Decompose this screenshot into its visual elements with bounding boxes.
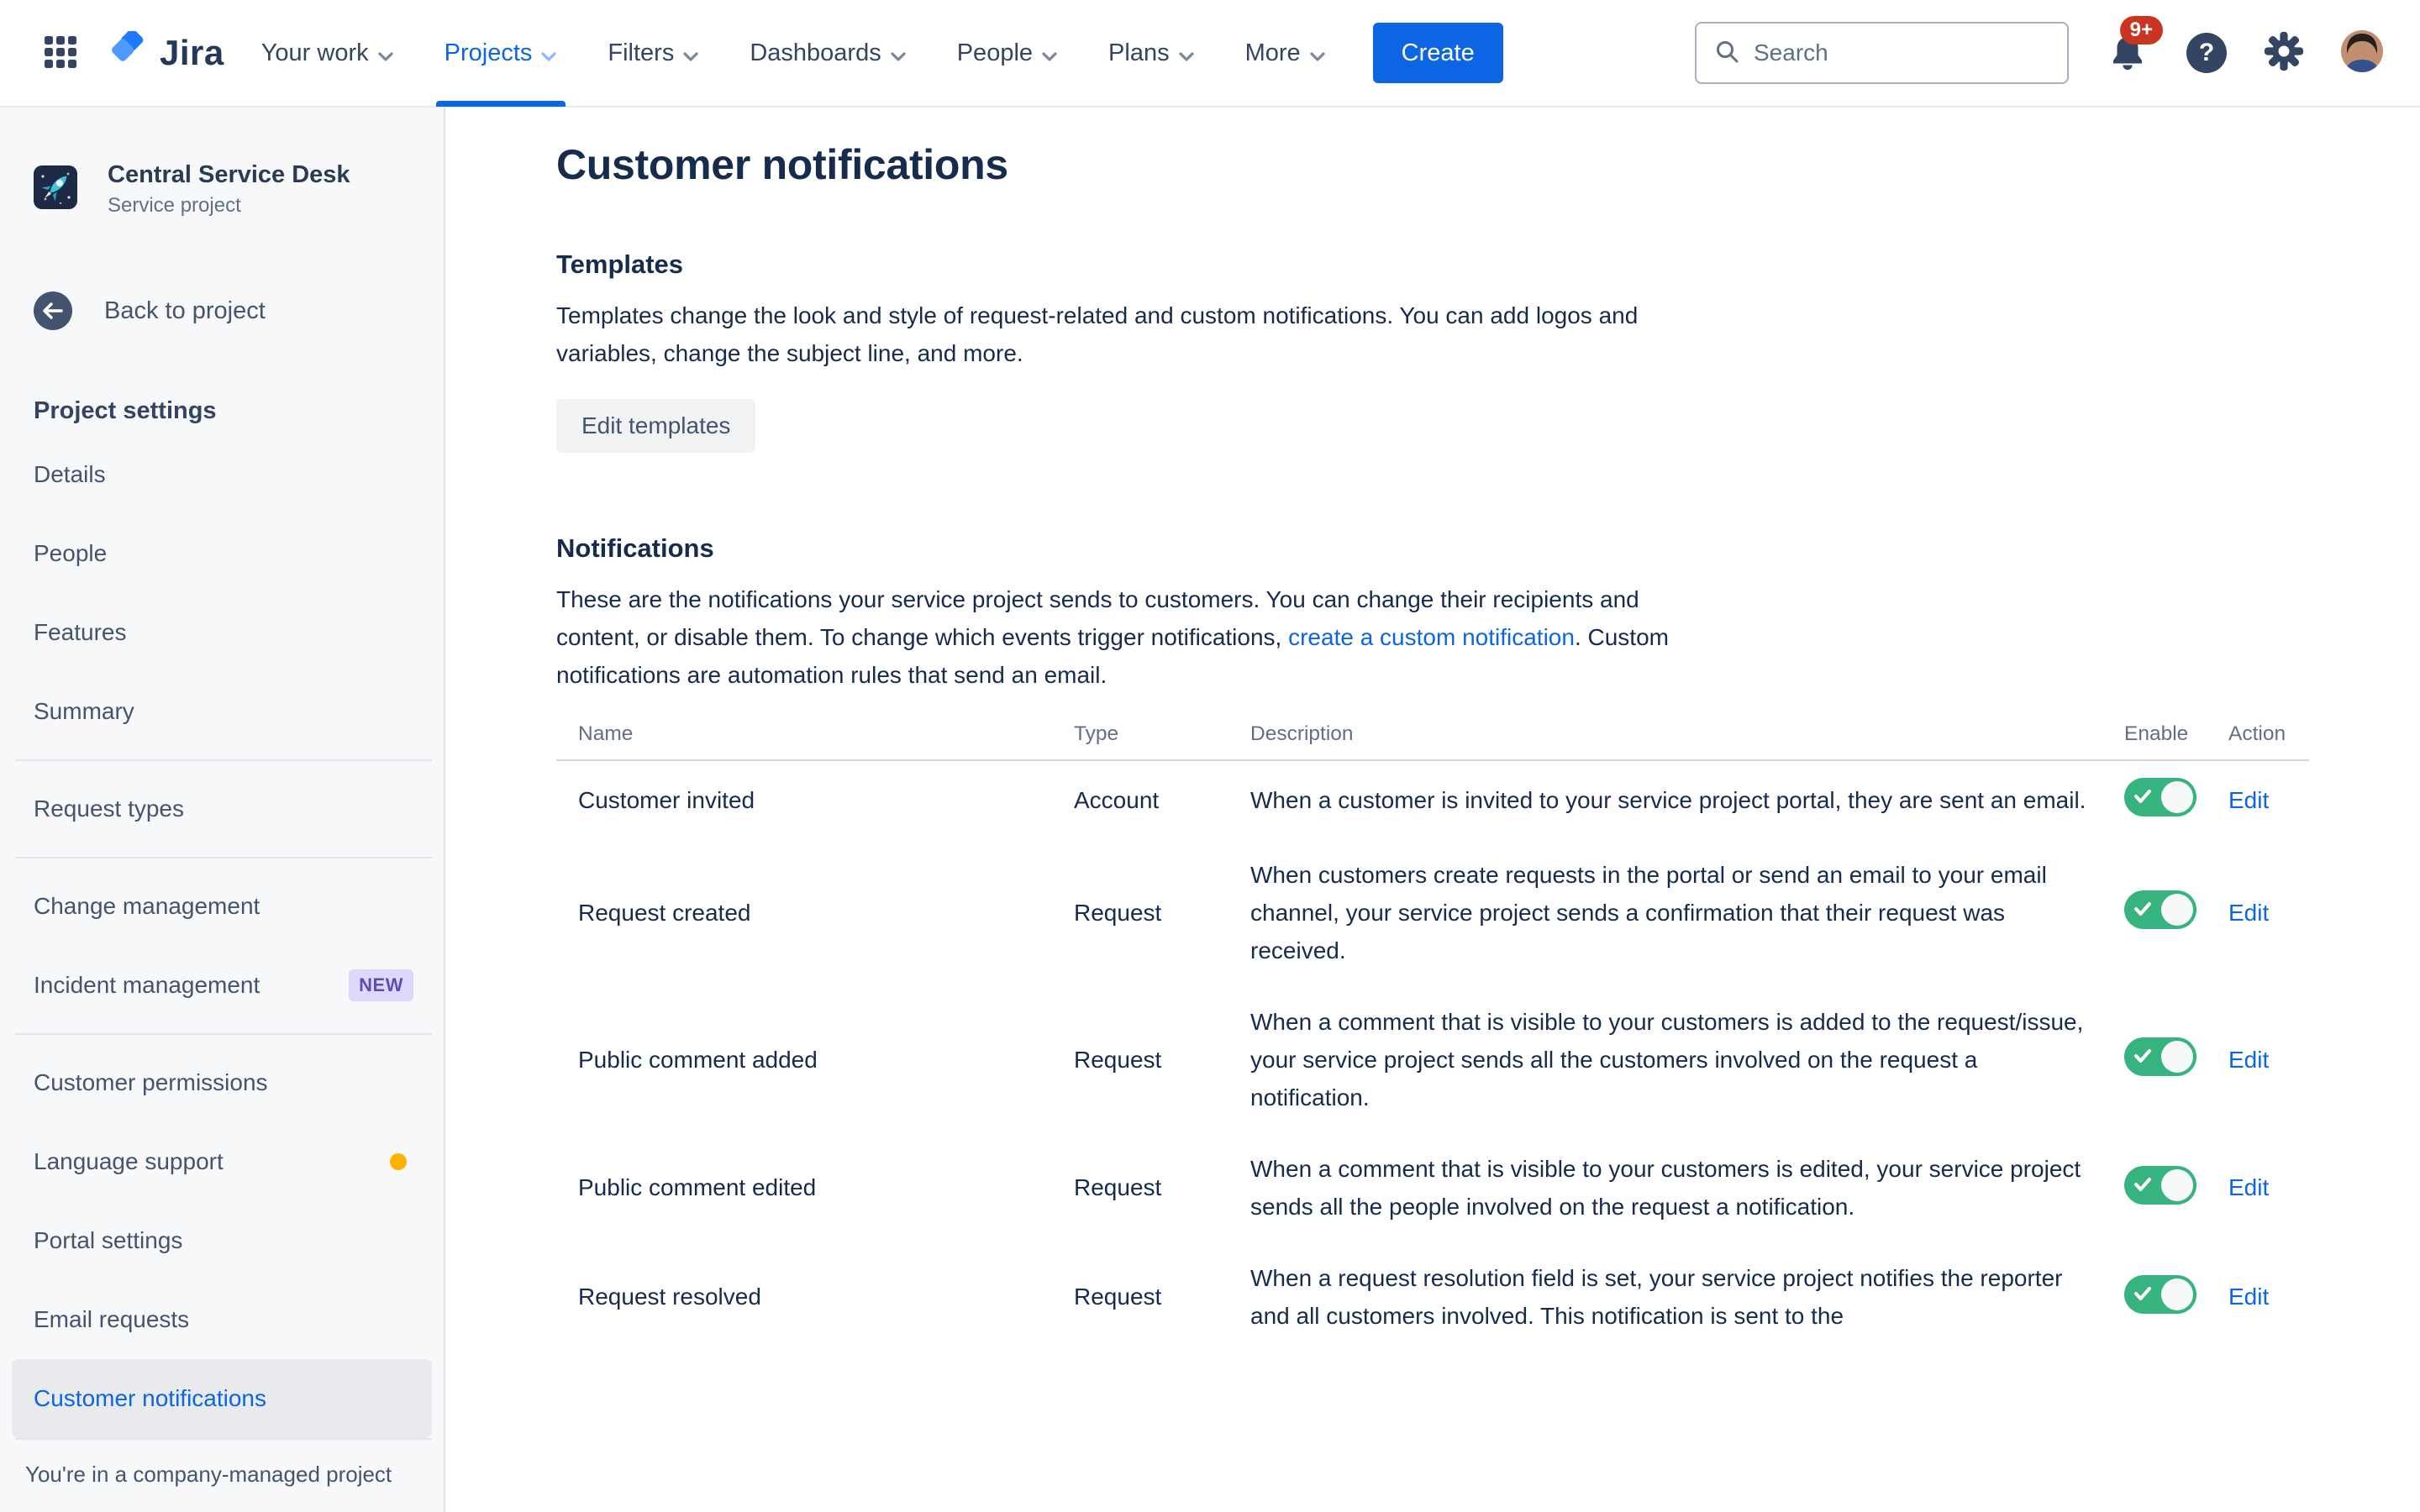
column-header-type: Type [1074, 722, 1119, 745]
notification-name: Request created [578, 899, 751, 926]
table-row [556, 1133, 2309, 1242]
check-icon [2133, 1285, 2152, 1305]
nav-more[interactable]: More [1245, 0, 1326, 107]
search-icon [1713, 38, 1740, 69]
sidebar-divider [15, 857, 432, 858]
table-row [556, 986, 2309, 1133]
chevron-down-icon [682, 41, 699, 69]
edit-link[interactable]: Edit [2228, 1174, 2270, 1200]
primary-nav [261, 0, 1326, 107]
project-sidebar [0, 108, 445, 1512]
notification-type: Request [1074, 899, 1162, 926]
sidebar-item-request-types[interactable]: Request types [34, 795, 184, 822]
templates-description: Templates change the look and style of request-related and custom notifications. You can add logos and variables, change the subject line, and more. [556, 302, 1639, 366]
toggle-knob [2161, 781, 2193, 813]
table-row [556, 761, 2309, 839]
notification-type: Request [1074, 1284, 1162, 1310]
enable-toggle[interactable] [2124, 1037, 2196, 1076]
edit-link[interactable]: Edit [2228, 899, 2270, 926]
notification-type: Request [1074, 1174, 1162, 1200]
column-header-enable: Enable [2124, 722, 2189, 745]
sidebar-divider [15, 759, 432, 761]
notification-description: When customers create requests in the portal or send an email to your email channel, your service project sends a confirmation that their request was received. [1250, 862, 2047, 963]
notifications-button[interactable] [2106, 18, 2153, 78]
chevron-down-icon [1041, 41, 1058, 69]
edit-templates-button[interactable]: Edit templates [556, 399, 755, 453]
page-title: Customer notifications [556, 141, 1008, 188]
notification-name: Request resolved [578, 1284, 761, 1310]
project-name: Central Service Desk [108, 161, 350, 188]
chevron-down-icon [377, 41, 394, 69]
project-type: Service project [108, 194, 241, 218]
sidebar-item-language-support[interactable]: Language support [0, 1122, 444, 1201]
chevron-down-icon [1309, 41, 1326, 69]
sidebar-footer [0, 1438, 444, 1512]
notification-description: When a comment that is visible to your customers is edited, your service project sends all the people involved on the request a notification. [1250, 1156, 2081, 1220]
toggle-knob [2161, 894, 2193, 926]
top-navigation [0, 0, 2420, 108]
templates-heading: Templates [556, 249, 684, 279]
create-custom-notification-link[interactable]: create a custom notification [1288, 624, 1575, 650]
sidebar-item-summary[interactable]: Summary [34, 698, 134, 725]
chevron-down-icon [1178, 41, 1195, 69]
notification-type: Account [1074, 786, 1160, 813]
enable-toggle[interactable] [2124, 890, 2196, 929]
sidebar-menu [0, 435, 444, 1438]
enable-toggle[interactable] [2124, 1275, 2196, 1314]
search-input[interactable] [1754, 39, 2057, 66]
settings-button[interactable] [2264, 31, 2304, 76]
chevron-down-icon [890, 41, 907, 69]
chevron-down-icon [540, 41, 557, 69]
jira-logo[interactable] [109, 31, 224, 76]
global-search[interactable] [1695, 22, 2069, 84]
new-badge: NEW [349, 969, 413, 1001]
notification-description: When a comment that is visible to your customers is added to the request/issue, your service project sends all the customers involved on the request a notification. [1250, 1009, 2084, 1110]
notifications-description: These are the notifications your service project sends to customers. You can change their recipients and content, or disable them. To change which events trigger notifications, create a custom notification. Custom notifications are automation rules that send an email. [556, 586, 1669, 688]
notification-type: Request [1074, 1046, 1162, 1073]
app-switcher-button[interactable] [37, 29, 84, 76]
app-grid-icon [43, 34, 78, 72]
table-row [556, 1242, 2309, 1352]
toggle-knob [2161, 1169, 2193, 1201]
nav-filters[interactable]: Filters [608, 0, 699, 107]
main-content [447, 0, 2420, 1352]
column-header-description: Description [1250, 722, 1354, 745]
edit-link[interactable]: Edit [2228, 1284, 2270, 1310]
toggle-knob [2161, 1041, 2193, 1073]
arrow-left-icon [34, 291, 72, 330]
column-header-name: Name [578, 722, 634, 745]
notification-name: Public comment edited [578, 1174, 817, 1200]
sidebar-item-portal-settings[interactable]: Portal settings [34, 1227, 183, 1254]
check-icon [2133, 1176, 2152, 1195]
nav-right-cluster [1695, 18, 2383, 84]
jira-logo-icon [109, 31, 150, 76]
sidebar-item-details[interactable]: Details [34, 461, 106, 488]
sidebar-section-title: Project settings [34, 397, 217, 425]
sidebar-item-customer-notifications[interactable]: Customer notifications [12, 1359, 432, 1438]
sidebar-item-change-management[interactable]: Change management [34, 893, 260, 920]
sidebar-item-customer-permissions[interactable]: Customer permissions [34, 1069, 268, 1096]
sidebar-item-email-requests[interactable]: Email requests [34, 1306, 190, 1333]
status-dot [390, 1153, 407, 1170]
gear-icon [2264, 31, 2304, 76]
avatar-photo [2341, 30, 2383, 76]
sidebar-item-people[interactable]: People [34, 540, 108, 567]
notification-name: Customer invited [578, 786, 755, 813]
edit-link[interactable]: Edit [2228, 786, 2270, 813]
sidebar-item-features[interactable]: Features [34, 619, 127, 646]
notifications-table [556, 722, 2309, 1352]
help-button[interactable] [2186, 33, 2227, 73]
edit-link[interactable]: Edit [2228, 1046, 2270, 1073]
nav-plans[interactable]: Plans [1108, 0, 1195, 107]
table-header [556, 722, 2309, 761]
check-icon [2133, 900, 2152, 920]
notification-description: When a customer is invited to your service project portal, they are sent an email. [1250, 787, 2086, 813]
notification-count-badge: 9+ [2120, 16, 2163, 45]
project-type-note: You're in a company-managed project [25, 1462, 392, 1488]
jira-logo-text: Jira [160, 33, 224, 72]
create-button[interactable]: Create [1373, 23, 1503, 83]
check-icon [2133, 1047, 2152, 1067]
back-to-project[interactable]: Back to project [0, 291, 444, 330]
column-header-action: Action [2228, 722, 2286, 745]
notifications-heading: Notifications [556, 533, 714, 563]
notification-name: Public comment added [578, 1046, 818, 1073]
user-avatar[interactable] [2341, 30, 2383, 76]
project-avatar [34, 165, 77, 213]
enable-toggle[interactable] [2124, 1166, 2196, 1205]
table-row [556, 839, 2309, 986]
notification-description: When a request resolution field is set, your service project notifies the reporter and all customers involved. This notification is sent to the [1250, 1265, 2063, 1329]
nav-dashboards[interactable]: Dashboards [750, 0, 906, 107]
sidebar-divider [15, 1033, 432, 1035]
toggle-knob [2161, 1278, 2193, 1310]
project-header [0, 161, 444, 218]
enable-toggle[interactable] [2124, 778, 2196, 816]
sidebar-item-incident-management[interactable]: Incident management NEW [0, 946, 444, 1025]
nav-people[interactable]: People [957, 0, 1058, 107]
nav-projects[interactable]: Projects [445, 0, 558, 107]
check-icon [2133, 788, 2152, 807]
nav-your-work[interactable]: Your work [261, 0, 394, 107]
